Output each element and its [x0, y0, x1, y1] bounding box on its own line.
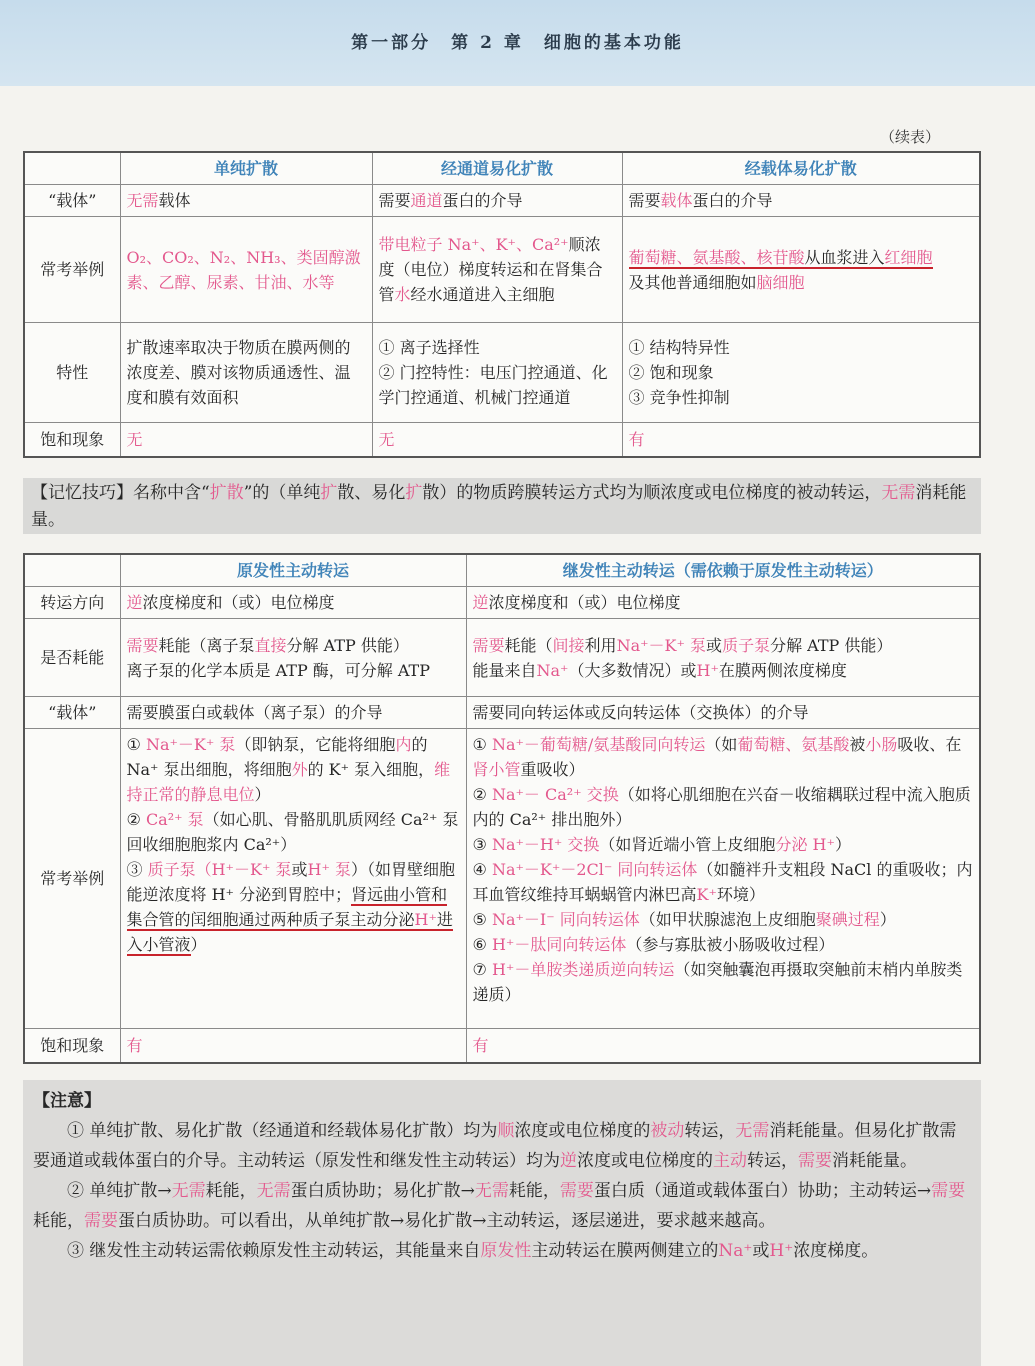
note-text: 浓度或电位梯度的 — [514, 1121, 651, 1141]
item-text: （参与寡肽被小肠吸收过程） — [626, 935, 835, 954]
cell-text: 从 — [804, 247, 821, 267]
item-text: 进入小管液 — [126, 910, 453, 954]
memo-text: ”的（单纯 — [243, 483, 321, 503]
example-item — [473, 732, 974, 782]
row-label-saturation: 饱和现象 — [24, 1029, 120, 1063]
cell-text: 分解 ATP 供能） — [770, 635, 893, 655]
row-label-carrier: “载体” — [24, 697, 120, 729]
item-text: K⁺ — [696, 885, 717, 904]
cell-line: ② 门控特性：电压门控通道、化学门控通道、机械门控通道 — [378, 363, 608, 407]
cell — [120, 185, 372, 217]
cell-line: ① 离子选择性 — [378, 338, 480, 357]
table-row — [24, 217, 980, 323]
cell: 无 — [120, 423, 372, 457]
item-text: （如将心肌细胞在兴奋－收缩耦联过程中流入胞质内的 Ca²⁺ 排出胞外） — [472, 785, 971, 829]
item-text: ⑦ — [472, 960, 492, 979]
cell — [120, 729, 466, 1029]
cell-line: ① 结构特异性 — [628, 338, 730, 357]
item-text: 被 — [849, 735, 866, 754]
col-header-channel-diffusion: 经通道易化扩散 — [372, 152, 622, 185]
example-item — [473, 857, 974, 907]
cell-text: 脑细胞 — [756, 272, 805, 292]
note-text: 耗能， — [205, 1181, 257, 1201]
table-row — [24, 1029, 980, 1063]
cell — [120, 619, 466, 697]
item-text: 质子泵（H⁺－K⁺ 泵 — [147, 860, 292, 879]
cell: 需要膜蛋白或载体（离子泵）的介导 — [120, 697, 466, 729]
cell-text: （大多数情况）或 — [568, 660, 697, 680]
item-text: ） — [254, 785, 271, 804]
note-text: 需要 — [559, 1181, 594, 1201]
example-item — [127, 732, 460, 807]
memo-text: 消耗能量。 — [31, 483, 967, 530]
row-label-examples: 常考举例 — [24, 217, 120, 323]
col-header-primary-active: 原发性主动转运 — [120, 554, 466, 587]
item-text: 聚碘过程 — [815, 910, 880, 929]
cell: 需要同向转运体或反向转运体（交换体）的介导 — [466, 697, 980, 729]
cell-text: 间接 — [552, 635, 585, 655]
cell-text: 无需 — [126, 191, 159, 210]
row-label-properties: 特性 — [24, 323, 120, 423]
item-text: ① — [472, 735, 492, 754]
cell: 扩散速率取决于物质在膜两侧的浓度差、膜对该物质通透性、温度和膜有效面积 — [120, 323, 372, 423]
item-text: 小肠 — [865, 735, 898, 754]
table-row — [24, 423, 980, 457]
note-text: 主动 — [713, 1151, 747, 1171]
item-text: ⑥ — [472, 935, 492, 954]
item-text: ） — [834, 835, 851, 854]
memory-tip — [23, 478, 981, 534]
item-text: Na⁺－I⁻ 同向转运体 — [491, 910, 640, 929]
item-text: H⁺－肽同向转运体 — [491, 935, 627, 954]
memory-tip-label: 【记忆技巧】 — [31, 483, 133, 503]
note-text: ③ 继发性主动转运需依赖原发性主动转运，其能量来自 — [67, 1241, 481, 1261]
cell-text: Na⁺－K⁺ 泵 — [616, 635, 707, 655]
table-row — [24, 587, 980, 619]
cell — [622, 323, 980, 423]
item-text: ③ — [126, 860, 148, 879]
item-text: 吸收、在 — [897, 735, 962, 754]
cell: 有 — [466, 1029, 980, 1063]
cell — [372, 323, 622, 423]
example-item — [127, 807, 460, 857]
table-row — [24, 323, 980, 423]
item-text: 葡萄糖、氨基酸 — [737, 735, 850, 754]
cell-text: 需要 — [472, 635, 505, 655]
note-text: 无需 — [256, 1181, 291, 1201]
table-row — [24, 619, 980, 697]
note-text: 消耗能量。 — [832, 1151, 917, 1171]
cell-text: 蛋白的介导 — [442, 191, 523, 210]
cell-text: H⁺ — [696, 660, 719, 680]
item-text: Na⁺－葡萄糖/氨基酸同向转运 — [491, 735, 706, 754]
chapter-title: 第一部分 第 2 章 细胞的基本功能 — [351, 33, 684, 53]
corner-cell — [24, 152, 120, 185]
note-text: 蛋白质（通道或载体蛋白）协助；主动转运→ — [593, 1181, 932, 1201]
cell — [622, 217, 980, 323]
example-item — [473, 832, 974, 857]
cell — [120, 217, 372, 323]
memo-text: 扩散 — [209, 483, 244, 503]
note-text: 浓度梯度。 — [793, 1241, 879, 1261]
cell-text: 通道 — [410, 191, 443, 210]
cell-text: 经水通道进入主细胞 — [410, 285, 555, 304]
item-text: 分泌 H⁺ — [775, 835, 835, 854]
note-text: 或 — [752, 1241, 770, 1261]
cell-text: O₂、CO₂、N₂、NH₃、类固醇激素、乙醇、尿素、甘油、水等 — [126, 247, 361, 292]
cell-text: 红细胞 — [884, 247, 933, 267]
note-text: 转运， — [747, 1151, 798, 1171]
corner-cell — [24, 554, 120, 587]
cell-text: 逆 — [126, 593, 143, 612]
note-text: 需要 — [931, 1181, 966, 1201]
item-text: 内 — [395, 735, 412, 754]
note-text: 主动转运在膜两侧建立的 — [531, 1241, 719, 1261]
cell-line: ③ 竞争性抑制 — [628, 388, 730, 407]
memo-text: 散）的物质跨膜转运方式均为顺浓度或电位梯度的被动转运， — [422, 483, 882, 503]
example-item — [473, 932, 974, 957]
item-text: （如心肌、骨骼肌肌质网经 Ca²⁺ 泵回收细胞胞浆内 Ca²⁺） — [126, 810, 459, 854]
item-text: Na⁺－K⁺ 泵 — [145, 735, 236, 754]
cell-text: 带电粒子 Na⁺、K⁺、Ca²⁺ — [378, 235, 569, 254]
item-text: （如髓袢升支粗段 NaCl 的重吸收；内耳血管纹维持耳蜗蜗管内淋巴高 — [472, 860, 973, 904]
item-text: 环境） — [716, 885, 765, 904]
item-text: Ca²⁺ 泵 — [145, 810, 204, 829]
cell-text: 及其他普通细胞如 — [628, 272, 757, 292]
diffusion-comparison-table — [23, 151, 981, 458]
item-text: 重吸收） — [520, 760, 585, 779]
memo-text: 名称中含“ — [133, 483, 210, 503]
row-label-saturation: 饱和现象 — [24, 423, 120, 457]
cell-text: 直接 — [254, 635, 287, 655]
note-text: 逆 — [560, 1151, 577, 1171]
note-text: ② 单纯扩散→ — [67, 1181, 172, 1201]
cell-text: 耗能（离子泵 — [158, 635, 255, 655]
cell-text: 需要 — [378, 191, 411, 210]
example-item — [473, 782, 974, 832]
item-text: （如突触囊泡再摄取突触前末梢内单胺类递质） — [472, 960, 963, 1004]
cell-text: 顺浓度（电位）梯度转运和在肾集合管 — [378, 235, 603, 304]
memo-text: 散、易化 — [337, 483, 406, 503]
cell-text: 能量来自 — [472, 660, 537, 680]
cell-text: 载体 — [158, 191, 191, 210]
cell — [372, 217, 622, 323]
item-text: ）（如胃壁细胞能逆浓度将 H⁺ 分泌到胃腔中； — [126, 860, 456, 904]
memo-text: 扩 — [405, 483, 423, 503]
cell-text: 在膜两侧浓度梯度 — [718, 660, 847, 680]
item-text: （即钠泵，它能将细胞 — [235, 735, 396, 754]
item-text: ） — [190, 935, 207, 954]
note-text: 需要 — [84, 1211, 118, 1231]
row-label-direction: 转运方向 — [24, 587, 120, 619]
table-row — [24, 185, 980, 217]
item-text: ） — [879, 910, 896, 929]
item-text: ③ — [472, 835, 492, 854]
item-text: （如甲状腺滤泡上皮细胞 — [639, 910, 816, 929]
cell-line: ② 饱和现象 — [628, 363, 714, 382]
item-text: 的 K⁺ 泵入细胞， — [307, 760, 435, 779]
cell-text: 葡萄糖、氨基酸、核苷酸 — [628, 247, 805, 267]
cell-text: 浓度梯度和（或）电位梯度 — [142, 593, 335, 612]
cell-text: 载体 — [660, 191, 693, 210]
note-text: 需要 — [798, 1151, 832, 1171]
row-label-carrier: “载体” — [24, 185, 120, 217]
cell-text: 血浆进入 — [820, 247, 885, 267]
item-text: ⑤ — [472, 910, 492, 929]
cell — [466, 587, 980, 619]
cell-text: 浓度梯度和（或）电位梯度 — [488, 593, 681, 612]
item-text: 的 Na⁺ 泵出细胞，将细胞 — [126, 735, 428, 779]
cell-text: 质子泵 — [722, 635, 771, 655]
note-text: 消耗能量。但易化扩散需要通道或载体蛋白的介导。主动转运（原发性和继发性主动转运）均为 — [33, 1121, 957, 1171]
item-text: ② — [126, 810, 146, 829]
note-box — [23, 1080, 981, 1366]
memo-text: 扩 — [320, 483, 338, 503]
cell-text: 需要 — [628, 191, 661, 210]
note-paragraph-2 — [33, 1176, 971, 1236]
cell: 有 — [622, 423, 980, 457]
cell-text: 蛋白的介导 — [692, 191, 773, 210]
item-text: H⁺ 泵 — [307, 860, 351, 879]
table-row — [24, 729, 980, 1029]
cell-text: 需要 — [126, 635, 159, 655]
table-row — [24, 697, 980, 729]
note-text: 耗能， — [33, 1211, 84, 1231]
cell-text: 耗能（ — [504, 635, 553, 655]
note-text: 原发性 — [480, 1241, 532, 1261]
item-text: 肾小管 — [472, 760, 521, 779]
row-label-examples: 常考举例 — [24, 729, 120, 1029]
item-text: Na⁺－K⁺－2Cl⁻ 同向转运体 — [491, 860, 698, 879]
note-text: 无需 — [735, 1121, 770, 1141]
item-text: ① — [126, 735, 146, 754]
col-header-simple-diffusion: 单纯扩散 — [120, 152, 372, 185]
note-text: 蛋白质协助。可以看出，从单纯扩散→易化扩散→主动转运，逐层递进，要求越来越高。 — [118, 1211, 776, 1231]
cell-text: 利用 — [584, 635, 617, 655]
cell — [372, 185, 622, 217]
cell-text: 离子泵的化学本质是 ATP 酶，可分解 ATP — [126, 660, 430, 680]
example-item — [473, 907, 974, 932]
note-paragraph-1 — [33, 1116, 971, 1176]
note-text: 耗能， — [508, 1181, 560, 1201]
note-title: 【注意】 — [33, 1091, 101, 1111]
note-text: 顺 — [497, 1121, 515, 1141]
cell — [622, 185, 980, 217]
cell — [120, 587, 466, 619]
table-header-row — [24, 152, 980, 185]
cell-text: 逆 — [472, 593, 489, 612]
item-text: 或 — [291, 860, 308, 879]
item-text: ② — [472, 785, 492, 804]
example-item — [473, 957, 974, 1007]
cell-text: Na⁺ — [536, 660, 569, 680]
continued-label: （续表） — [880, 128, 941, 146]
item-text: ④ — [472, 860, 492, 879]
note-text: 无需 — [474, 1181, 509, 1201]
cell — [466, 619, 980, 697]
item-text: H⁺－单胺类递质逆向转运 — [491, 960, 675, 979]
item-text: 外 — [291, 760, 308, 779]
note-text: 浓度或电位梯度的 — [577, 1151, 713, 1171]
item-text: 肾远曲小管和集合管的闰细胞通过两种质子泵主动分泌 — [126, 885, 448, 929]
note-text: 无需 — [171, 1181, 206, 1201]
row-label-energy: 是否耗能 — [24, 619, 120, 697]
cell: 无 — [372, 423, 622, 457]
table-header-row — [24, 554, 980, 587]
cell-text: 水 — [394, 285, 411, 304]
item-text: （如 — [705, 735, 738, 754]
note-text: 转运， — [684, 1121, 736, 1141]
memo-text: 无需 — [881, 483, 916, 503]
note-text: 蛋白质协助；易化扩散→ — [290, 1181, 475, 1201]
item-text: Na⁺－H⁺ 交换 — [491, 835, 600, 854]
item-text: （如肾近端小管上皮细胞 — [599, 835, 776, 854]
item-text: H⁺ — [414, 910, 437, 929]
note-text: Na⁺ — [718, 1241, 753, 1261]
cell — [466, 729, 980, 1029]
note-text: H⁺ — [769, 1241, 794, 1261]
note-paragraph-3 — [33, 1236, 971, 1266]
item-text: Na⁺－ Ca²⁺ 交换 — [491, 785, 619, 804]
cell: 有 — [120, 1029, 466, 1063]
note-text: 被动 — [650, 1121, 685, 1141]
example-item — [127, 857, 460, 957]
col-header-carrier-diffusion: 经载体易化扩散 — [622, 152, 980, 185]
cell-text: 或 — [706, 635, 723, 655]
active-transport-table — [23, 553, 981, 1064]
cell-text: 分解 ATP 供能） — [286, 635, 409, 655]
col-header-secondary-active: 继发性主动转运（需依赖于原发性主动转运） — [466, 554, 980, 587]
item-text: 维持正常的静息电位 — [126, 760, 451, 804]
note-text: ① 单纯扩散、易化扩散（经通道和经载体易化扩散）均为 — [67, 1121, 498, 1141]
